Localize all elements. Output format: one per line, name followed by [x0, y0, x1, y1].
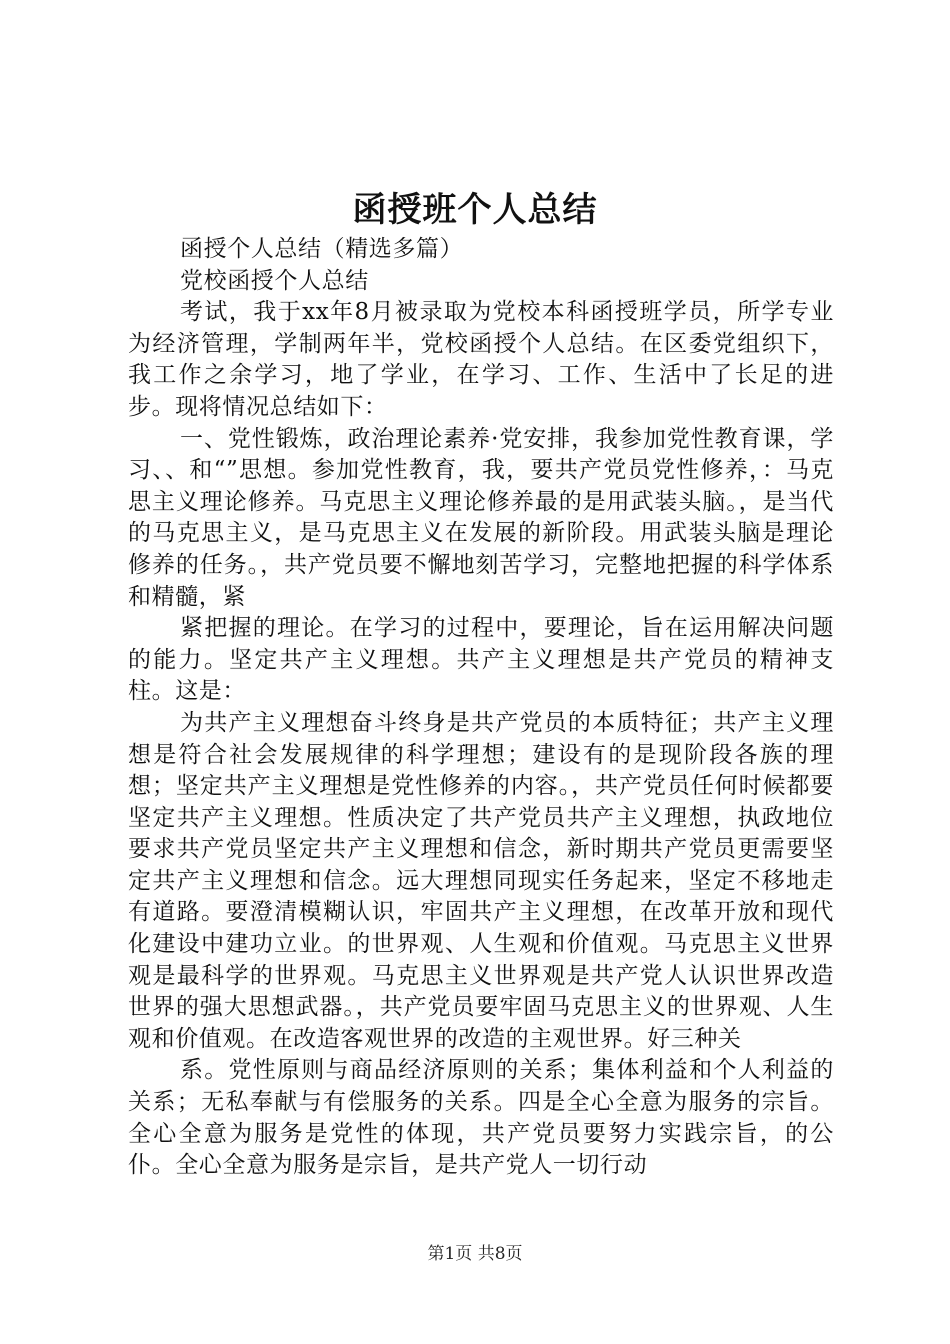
paragraph-relations: 系。党性原则与商品经济原则的关系；集体利益和个人利益的关系；无私奉献与有偿服务的关系。四是全心全意为服务的宗旨。全心全意为服务是党性的体现，共产党员要努力实践宗旨，的公仆。全心全意为服务是宗旨，是共产党人一切行动 [128, 1057, 834, 1179]
paragraph-intro: 考试，我于xx年8月被录取为党校本科函授班学员，所学专业为经济管理，学制两年半，党校函授个人总结。在区委党组织下，我工作之余学习，地了学业，在学习、工作、生活中了长足的进步。现将情况总结如下： [128, 299, 834, 420]
paragraph-party-training: 一、党性锻炼，政治理论素养·党安排，我参加党性教育课，学习、、和“”思想。参加党性教育，我，要共产党员党性修养，：马克思主义理论修养。马克思主义理论修养最的是用武装头脑。，是当代的马克思主义，是马克思主义在发展的新阶段。用武装头脑是理论修养的任务。，共产党员要不懈地刻苦学习，完整地把握的科学体系和精髓，紧 [128, 425, 834, 610]
paragraph-heading-summary: 函授个人总结（精选多篇） [180, 236, 464, 262]
paragraph-theory: 紧把握的理论。在学习的过程中，要理论，旨在运用解决问题的能力。坚定共产主义理想。共产主义理想是共产党员的精神支柱。这是： [128, 615, 834, 705]
page-footer: 第1页 共8页 [427, 1244, 523, 1264]
paragraph-ideals: 为共产主义理想奋斗终身是共产党员的本质特征；共产主义理想是符合社会发展规律的科学理想；建设有的是现阶段各族的理想；坚定共产主义理想是党性修养的内容。，共产党员任何时候都要坚定共产主义理想。性质决定了共产党员共产主义理想，执政地位要求共产党员坚定共产主义理想和信念，新时期共产党员更需要坚定共产主义理想和信念。远大理想同现实任务起来，坚定不移地走有道路。要澄清模糊认识，牢固共产主义理想，在改革开放和现代化建设中建功立业。的世界观、人生观和价值观。马克思主义世界观是最科学的世界观。马克思主义世界观是共产党人认识世界改造世界的强大思想武器。，共产党员要牢固马克思主义的世界观、人生观和价值观。在改造客观世界的改造的主观世界。好三种关 [128, 709, 834, 1052]
paragraph-subheading: 党校函授个人总结 [180, 267, 369, 294]
document-body [128, 234, 834, 1182]
document-title: 函授班个人总结 [352, 190, 598, 230]
